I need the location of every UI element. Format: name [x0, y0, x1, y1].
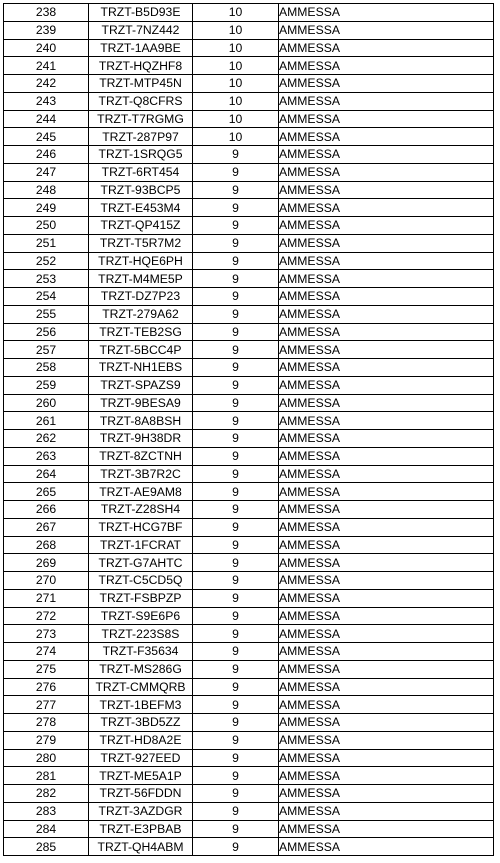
code-cell: TRZT-MTP45N — [89, 75, 193, 93]
status-cell: AMMESSA — [279, 838, 494, 856]
score-cell: 9 — [193, 802, 279, 820]
code-cell: TRZT-Z28SH4 — [89, 501, 193, 519]
status-cell: AMMESSA — [279, 341, 494, 359]
table-row — [4, 536, 494, 554]
score-cell: 9 — [193, 163, 279, 181]
score-cell: 10 — [193, 4, 279, 22]
row-number-cell: 265 — [4, 483, 89, 501]
status-cell: AMMESSA — [279, 57, 494, 75]
row-number-cell: 275 — [4, 660, 89, 678]
status-cell: AMMESSA — [279, 447, 494, 465]
table-row — [4, 21, 494, 39]
code-cell: TRZT-MS286G — [89, 660, 193, 678]
row-number-cell: 256 — [4, 323, 89, 341]
score-cell: 9 — [193, 607, 279, 625]
row-number-cell: 268 — [4, 536, 89, 554]
table-row — [4, 554, 494, 572]
table-row — [4, 394, 494, 412]
table-row — [4, 323, 494, 341]
status-cell: AMMESSA — [279, 394, 494, 412]
score-cell: 9 — [193, 518, 279, 536]
score-cell: 10 — [193, 128, 279, 146]
status-cell: AMMESSA — [279, 199, 494, 217]
code-cell: TRZT-5BCC4P — [89, 341, 193, 359]
status-cell: AMMESSA — [279, 430, 494, 448]
score-cell: 9 — [193, 536, 279, 554]
table-row — [4, 39, 494, 57]
code-cell: TRZT-1BEFM3 — [89, 696, 193, 714]
code-cell: TRZT-927EED — [89, 749, 193, 767]
score-cell: 9 — [193, 572, 279, 590]
status-cell: AMMESSA — [279, 749, 494, 767]
code-cell: TRZT-QP415Z — [89, 217, 193, 235]
table-row — [4, 288, 494, 306]
row-number-cell: 239 — [4, 21, 89, 39]
row-number-cell: 264 — [4, 465, 89, 483]
status-cell: AMMESSA — [279, 518, 494, 536]
table-row — [4, 483, 494, 501]
score-cell: 9 — [193, 696, 279, 714]
row-number-cell: 279 — [4, 731, 89, 749]
status-cell: AMMESSA — [279, 305, 494, 323]
score-cell: 9 — [193, 376, 279, 394]
code-cell: TRZT-HQE6PH — [89, 252, 193, 270]
status-cell: AMMESSA — [279, 21, 494, 39]
score-cell: 10 — [193, 57, 279, 75]
row-number-cell: 271 — [4, 589, 89, 607]
code-cell: TRZT-9BESA9 — [89, 394, 193, 412]
status-cell: AMMESSA — [279, 163, 494, 181]
row-number-cell: 248 — [4, 181, 89, 199]
code-cell: TRZT-TEB2SG — [89, 323, 193, 341]
row-number-cell: 238 — [4, 4, 89, 22]
table-row — [4, 696, 494, 714]
row-number-cell: 257 — [4, 341, 89, 359]
status-cell: AMMESSA — [279, 376, 494, 394]
status-cell: AMMESSA — [279, 217, 494, 235]
code-cell: TRZT-C5CD5Q — [89, 572, 193, 590]
row-number-cell: 249 — [4, 199, 89, 217]
status-cell: AMMESSA — [279, 181, 494, 199]
table-row — [4, 75, 494, 93]
row-number-cell: 277 — [4, 696, 89, 714]
status-cell: AMMESSA — [279, 589, 494, 607]
table-row — [4, 252, 494, 270]
score-cell: 10 — [193, 92, 279, 110]
score-cell: 9 — [193, 252, 279, 270]
code-cell: TRZT-S9E6P6 — [89, 607, 193, 625]
status-cell: AMMESSA — [279, 39, 494, 57]
score-cell: 9 — [193, 678, 279, 696]
code-cell: TRZT-1SRQG5 — [89, 146, 193, 164]
code-cell: TRZT-93BCP5 — [89, 181, 193, 199]
score-cell: 9 — [193, 270, 279, 288]
code-cell: TRZT-CMMQRB — [89, 678, 193, 696]
status-cell: AMMESSA — [279, 660, 494, 678]
status-cell: AMMESSA — [279, 359, 494, 377]
row-number-cell: 284 — [4, 820, 89, 838]
score-cell: 9 — [193, 483, 279, 501]
score-cell: 10 — [193, 39, 279, 57]
score-cell: 9 — [193, 181, 279, 199]
table-row — [4, 767, 494, 785]
code-cell: TRZT-3B7R2C — [89, 465, 193, 483]
code-cell: TRZT-M4ME5P — [89, 270, 193, 288]
code-cell: TRZT-HD8A2E — [89, 731, 193, 749]
row-number-cell: 258 — [4, 359, 89, 377]
row-number-cell: 282 — [4, 785, 89, 803]
row-number-cell: 276 — [4, 678, 89, 696]
row-number-cell: 272 — [4, 607, 89, 625]
row-number-cell: 278 — [4, 714, 89, 732]
status-cell: AMMESSA — [279, 767, 494, 785]
score-cell: 9 — [193, 199, 279, 217]
table-row — [4, 625, 494, 643]
row-number-cell: 241 — [4, 57, 89, 75]
row-number-cell: 262 — [4, 430, 89, 448]
code-cell: TRZT-56FDDN — [89, 785, 193, 803]
code-cell: TRZT-3BD5ZZ — [89, 714, 193, 732]
row-number-cell: 255 — [4, 305, 89, 323]
status-cell: AMMESSA — [279, 75, 494, 93]
status-cell: AMMESSA — [279, 92, 494, 110]
code-cell: TRZT-G7AHTC — [89, 554, 193, 572]
score-cell: 9 — [193, 288, 279, 306]
code-cell: TRZT-9H38DR — [89, 430, 193, 448]
table-row — [4, 501, 494, 519]
status-cell: AMMESSA — [279, 270, 494, 288]
code-cell: TRZT-HQZHF8 — [89, 57, 193, 75]
score-cell: 9 — [193, 660, 279, 678]
score-cell: 10 — [193, 75, 279, 93]
score-cell: 9 — [193, 501, 279, 519]
status-cell: AMMESSA — [279, 465, 494, 483]
status-cell: AMMESSA — [279, 483, 494, 501]
score-cell: 9 — [193, 643, 279, 661]
table-row — [4, 785, 494, 803]
row-number-cell: 244 — [4, 110, 89, 128]
code-cell: TRZT-SPAZS9 — [89, 376, 193, 394]
status-cell: AMMESSA — [279, 714, 494, 732]
score-cell: 9 — [193, 394, 279, 412]
code-cell: TRZT-1AA9BE — [89, 39, 193, 57]
score-cell: 9 — [193, 731, 279, 749]
score-cell: 10 — [193, 110, 279, 128]
code-cell: TRZT-Q8CFRS — [89, 92, 193, 110]
code-cell: TRZT-HCG7BF — [89, 518, 193, 536]
row-number-cell: 250 — [4, 217, 89, 235]
code-cell: TRZT-7NZ442 — [89, 21, 193, 39]
code-cell: TRZT-6RT454 — [89, 163, 193, 181]
row-number-cell: 266 — [4, 501, 89, 519]
score-cell: 9 — [193, 785, 279, 803]
score-cell: 9 — [193, 305, 279, 323]
table-row — [4, 447, 494, 465]
table-row — [4, 660, 494, 678]
table-row — [4, 376, 494, 394]
row-number-cell: 252 — [4, 252, 89, 270]
results-table — [3, 3, 494, 856]
row-number-cell: 254 — [4, 288, 89, 306]
row-number-cell: 269 — [4, 554, 89, 572]
table-row — [4, 465, 494, 483]
code-cell: TRZT-FSBPZP — [89, 589, 193, 607]
table-row — [4, 714, 494, 732]
score-cell: 9 — [193, 447, 279, 465]
status-cell: AMMESSA — [279, 678, 494, 696]
status-cell: AMMESSA — [279, 572, 494, 590]
status-cell: AMMESSA — [279, 252, 494, 270]
code-cell: TRZT-B5D93E — [89, 4, 193, 22]
code-cell: TRZT-279A62 — [89, 305, 193, 323]
score-cell: 9 — [193, 323, 279, 341]
score-cell: 10 — [193, 21, 279, 39]
status-cell: AMMESSA — [279, 323, 494, 341]
score-cell: 9 — [193, 359, 279, 377]
code-cell: TRZT-8A8BSH — [89, 412, 193, 430]
status-cell: AMMESSA — [279, 536, 494, 554]
row-number-cell: 261 — [4, 412, 89, 430]
status-cell: AMMESSA — [279, 412, 494, 430]
table-row — [4, 57, 494, 75]
status-cell: AMMESSA — [279, 731, 494, 749]
table-row — [4, 305, 494, 323]
status-cell: AMMESSA — [279, 4, 494, 22]
row-number-cell: 240 — [4, 39, 89, 57]
status-cell: AMMESSA — [279, 146, 494, 164]
score-cell: 9 — [193, 430, 279, 448]
row-number-cell: 270 — [4, 572, 89, 590]
row-number-cell: 280 — [4, 749, 89, 767]
code-cell: TRZT-ME5A1P — [89, 767, 193, 785]
table-row — [4, 749, 494, 767]
table-row — [4, 341, 494, 359]
code-cell: TRZT-8ZCTNH — [89, 447, 193, 465]
table-row — [4, 412, 494, 430]
code-cell: TRZT-E453M4 — [89, 199, 193, 217]
row-number-cell: 285 — [4, 838, 89, 856]
score-cell: 9 — [193, 589, 279, 607]
score-cell: 9 — [193, 412, 279, 430]
row-number-cell: 243 — [4, 92, 89, 110]
score-cell: 9 — [193, 838, 279, 856]
row-number-cell: 281 — [4, 767, 89, 785]
status-cell: AMMESSA — [279, 234, 494, 252]
row-number-cell: 253 — [4, 270, 89, 288]
score-cell: 9 — [193, 749, 279, 767]
table-row — [4, 589, 494, 607]
row-number-cell: 247 — [4, 163, 89, 181]
status-cell: AMMESSA — [279, 128, 494, 146]
status-cell: AMMESSA — [279, 110, 494, 128]
table-row — [4, 430, 494, 448]
code-cell: TRZT-223S8S — [89, 625, 193, 643]
code-cell: TRZT-T5R7M2 — [89, 234, 193, 252]
code-cell: TRZT-E3PBAB — [89, 820, 193, 838]
status-cell: AMMESSA — [279, 501, 494, 519]
row-number-cell: 263 — [4, 447, 89, 465]
row-number-cell: 251 — [4, 234, 89, 252]
table-row — [4, 217, 494, 235]
status-cell: AMMESSA — [279, 288, 494, 306]
score-cell: 9 — [193, 217, 279, 235]
code-cell: TRZT-DZ7P23 — [89, 288, 193, 306]
table-row — [4, 678, 494, 696]
code-cell: TRZT-NH1EBS — [89, 359, 193, 377]
row-number-cell: 259 — [4, 376, 89, 394]
status-cell: AMMESSA — [279, 607, 494, 625]
status-cell: AMMESSA — [279, 625, 494, 643]
score-cell: 9 — [193, 625, 279, 643]
code-cell: TRZT-F35634 — [89, 643, 193, 661]
status-cell: AMMESSA — [279, 820, 494, 838]
table-row — [4, 518, 494, 536]
table-row — [4, 270, 494, 288]
table-row — [4, 163, 494, 181]
score-cell: 9 — [193, 714, 279, 732]
results-table-body — [4, 4, 494, 856]
table-row — [4, 110, 494, 128]
row-number-cell: 273 — [4, 625, 89, 643]
table-row — [4, 731, 494, 749]
table-row — [4, 146, 494, 164]
score-cell: 9 — [193, 554, 279, 572]
code-cell: TRZT-QH4ABM — [89, 838, 193, 856]
row-number-cell: 245 — [4, 128, 89, 146]
table-row — [4, 234, 494, 252]
status-cell: AMMESSA — [279, 643, 494, 661]
status-cell: AMMESSA — [279, 554, 494, 572]
table-row — [4, 359, 494, 377]
table-row — [4, 128, 494, 146]
table-row — [4, 607, 494, 625]
code-cell: TRZT-287P97 — [89, 128, 193, 146]
table-row — [4, 92, 494, 110]
row-number-cell: 260 — [4, 394, 89, 412]
row-number-cell: 246 — [4, 146, 89, 164]
row-number-cell: 274 — [4, 643, 89, 661]
table-row — [4, 820, 494, 838]
table-row — [4, 802, 494, 820]
table-row — [4, 4, 494, 22]
code-cell: TRZT-1FCRAT — [89, 536, 193, 554]
table-row — [4, 643, 494, 661]
code-cell: TRZT-AE9AM8 — [89, 483, 193, 501]
row-number-cell: 242 — [4, 75, 89, 93]
row-number-cell: 283 — [4, 802, 89, 820]
score-cell: 9 — [193, 767, 279, 785]
table-row — [4, 838, 494, 856]
score-cell: 9 — [193, 234, 279, 252]
score-cell: 9 — [193, 820, 279, 838]
status-cell: AMMESSA — [279, 785, 494, 803]
code-cell: TRZT-T7RGMG — [89, 110, 193, 128]
table-row — [4, 199, 494, 217]
score-cell: 9 — [193, 146, 279, 164]
score-cell: 9 — [193, 341, 279, 359]
status-cell: AMMESSA — [279, 802, 494, 820]
table-row — [4, 572, 494, 590]
code-cell: TRZT-3AZDGR — [89, 802, 193, 820]
status-cell: AMMESSA — [279, 696, 494, 714]
row-number-cell: 267 — [4, 518, 89, 536]
score-cell: 9 — [193, 465, 279, 483]
table-row — [4, 181, 494, 199]
